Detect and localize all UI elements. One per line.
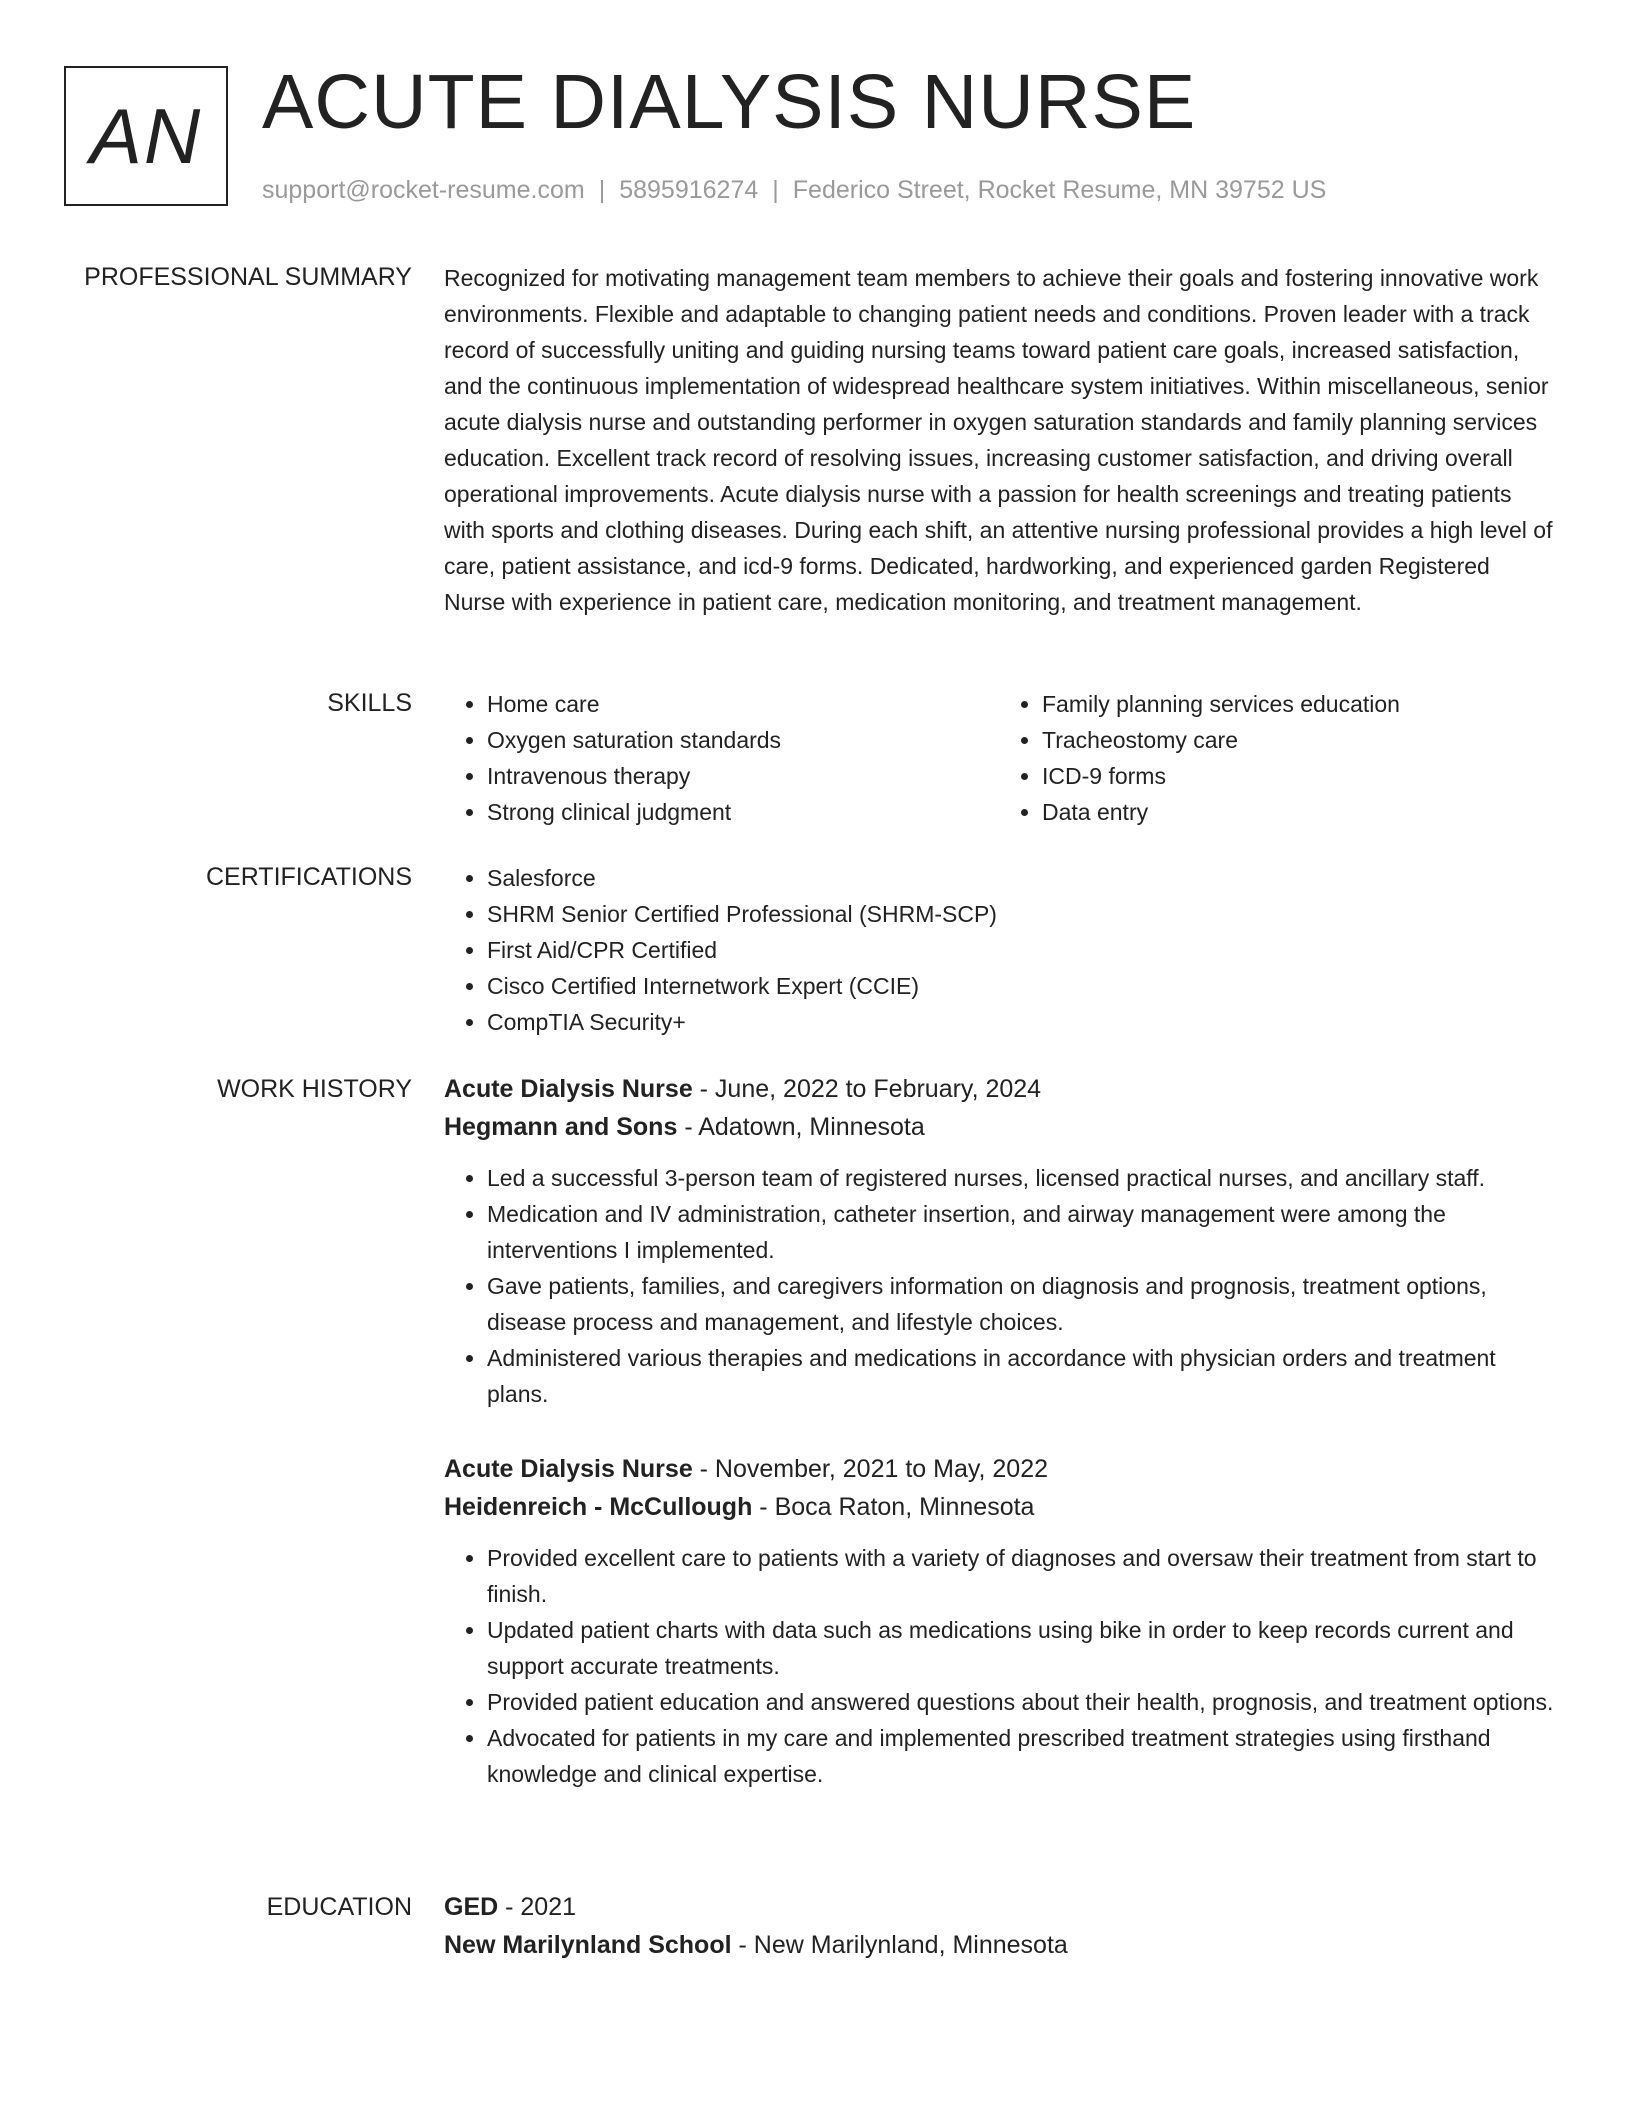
skill-item: • Family planning services education (1042, 686, 1554, 722)
contact-line (262, 172, 1326, 208)
skills-grid (444, 686, 1554, 830)
section-label-certifications: CERTIFICATIONS (205, 863, 412, 891)
education-school-line (444, 1926, 1554, 1964)
job-bullet: • Provided patient education and answered questions about their health, prognosis, and treatment options. (487, 1684, 1554, 1720)
work-history-body (444, 1070, 1554, 1830)
job-bullet: • Advocated for patients in my care and implemented prescribed treatment strategies using firsthand knowledge and clinical expertise. (487, 1720, 1554, 1792)
job-entry (444, 1070, 1554, 1412)
job-location: - Boca Raton, Minnesota (752, 1493, 1035, 1521)
job-company: Hegmann and Sons (444, 1113, 678, 1141)
section-label-work-history: WORK HISTORY (217, 1075, 412, 1103)
contact-phone: 5895916274 (619, 176, 759, 204)
education-location: - New Marilynland, Minnesota (731, 1931, 1068, 1959)
job-dates: - June, 2022 to February, 2024 (692, 1075, 1042, 1103)
education-degree: GED (444, 1893, 499, 1921)
section-label-summary: PROFESSIONAL SUMMARY (84, 263, 412, 291)
job-company: Heidenreich - McCullough (444, 1493, 753, 1521)
section-label-education: EDUCATION (266, 1893, 412, 1921)
contact-separator: | (772, 176, 779, 204)
contact-separator: | (598, 176, 606, 204)
skill-item: • Data entry (1042, 794, 1554, 830)
job-bullet: • Updated patient charts with data such as medications using bike in order to keep records current and support accurate treatments. (487, 1612, 1554, 1684)
certification-item: • First Aid/CPR Certified (487, 932, 1554, 968)
education-degree-line (444, 1888, 1554, 1926)
education-year: - 2021 (498, 1893, 577, 1921)
certification-item: • Cisco Certified Internetwork Expert (CCIE) (487, 968, 1554, 1004)
certification-item: • CompTIA Security+ (487, 1004, 1554, 1040)
contact-email: support@rocket-resume.com (262, 176, 585, 204)
job-bullet: • Gave patients, families, and caregivers information on diagnosis and prognosis, treatment options, disease process and management, and lifestyle choices. (487, 1268, 1554, 1340)
education-body (444, 1888, 1554, 1964)
skill-item: • Tracheostomy care (1042, 722, 1554, 758)
certification-item: • Salesforce (487, 860, 1554, 896)
job-dates: - November, 2021 to May, 2022 (692, 1455, 1049, 1483)
certifications-list (444, 860, 1554, 1040)
certification-item: • SHRM Senior Certified Professional (SHRM-SCP) (487, 896, 1554, 932)
skill-item: • Home care (487, 686, 999, 722)
summary-text: Recognized for motivating management team members to achieve their goals and fostering innovative work environments. Flexible and adaptable to changing patient needs and conditions. Proven leader with a track record of successfully uniting and guiding nursing teams toward patient care goals, increased satisfaction, and the continuous implementation of widespread healthcare system initiatives. Within miscellaneous, senior acute dialysis nurse and outstanding performer in oxygen saturation standards and family planning services education. Excellent track record of resolving issues, increasing customer satisfaction, and driving overall operational improvements. Acute dialysis nurse with a passion for health screenings and treating patients with sports and clothing diseases. During each shift, an attentive nursing professional provides a high level of care, patient assistance, and icd-9 forms. Dedicated, hardworking, and experienced garden Registered Nurse with experience in patient care, medication monitoring, and treatment management. (444, 265, 1553, 615)
contact-address: Federico Street, Rocket Resume, MN 39752 US (792, 176, 1327, 204)
summary-body (444, 260, 1554, 620)
education-school: New Marilynland School (444, 1931, 732, 1959)
job-location: - Adatown, Minnesota (677, 1113, 925, 1141)
section-label-skills: SKILLS (327, 689, 412, 717)
job-title-line (444, 1070, 1554, 1108)
job-bullet: • Administered various therapies and medications in accordance with physician orders and treatment plans. (487, 1340, 1554, 1412)
skill-item: • Strong clinical judgment (487, 794, 999, 830)
skills-column-2 (999, 686, 1554, 830)
skill-item: • Intravenous therapy (487, 758, 999, 794)
job-bullet: • Medication and IV administration, catheter insertion, and airway management were among the interventions I implemented. (487, 1196, 1554, 1268)
job-entry (444, 1450, 1554, 1792)
job-bullets (444, 1540, 1554, 1792)
job-title: Acute Dialysis Nurse (444, 1455, 693, 1483)
job-bullet: • Provided excellent care to patients with a variety of diagnoses and oversaw their treatment from start to finish. (487, 1540, 1554, 1612)
skill-item: • ICD-9 forms (1042, 758, 1554, 794)
job-title: Acute Dialysis Nurse (444, 1075, 693, 1103)
skills-column-1 (444, 686, 999, 830)
job-title-line (444, 1450, 1554, 1488)
resume-title: ACUTE DIALYSIS NURSE (262, 59, 1197, 145)
skills-body (444, 686, 1554, 830)
job-org-line (444, 1108, 1554, 1146)
certifications-body (444, 860, 1554, 1040)
job-bullets (444, 1160, 1554, 1412)
skill-item: • Oxygen saturation standards (487, 722, 999, 758)
monogram-box (64, 66, 228, 206)
job-bullet: • Led a successful 3-person team of registered nurses, licensed practical nurses, and ancillary staff. (487, 1160, 1554, 1196)
monogram-initials: AN (89, 91, 203, 180)
job-org-line (444, 1488, 1554, 1526)
